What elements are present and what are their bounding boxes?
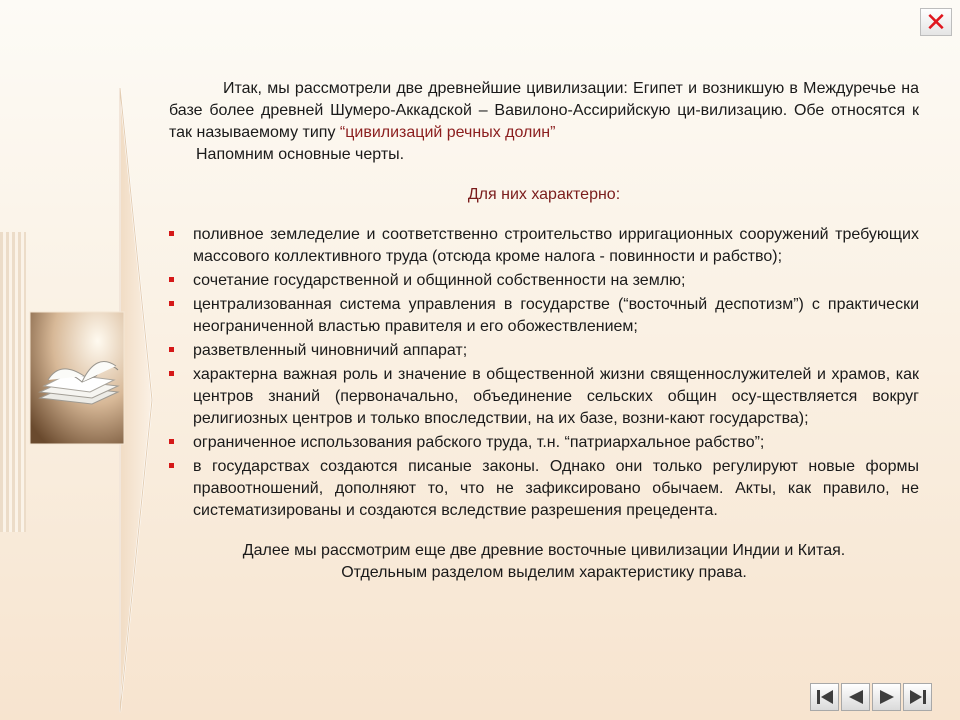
slide-navigation [810, 683, 934, 711]
first-slide-button[interactable] [810, 683, 839, 711]
bullet-icon [169, 439, 174, 444]
intro-paragraph [169, 78, 919, 144]
closing-line-1: Далее мы рассмотрим еще две древние восточные цивилизации Индии и Китая. [242, 542, 846, 559]
recall-line: Напомним основные черты. [196, 146, 405, 163]
last-slide-icon [908, 688, 928, 706]
close-button[interactable] [920, 8, 952, 36]
list-item: централизованная система управления в государстве (“восточный деспотизм”) с практически неограниченной властью правителя и его обожествлением; [169, 294, 919, 338]
list-item: поливное земледелие и соответственно строительство ирригационных сооружений требующих массового коллективного труда (отсюда кроме налога - повинности и рабство); [169, 224, 919, 268]
bullet-icon [169, 371, 174, 376]
list-item: в государствах создаются писаные законы. Однако они только регулируют новые формы правоотношений, дополняют то, что не зафиксировано обычаем. Акты, как правило, не систематизированы и создаются вследствие разрешения прецедента. [169, 456, 919, 522]
next-slide-button[interactable] [872, 683, 901, 711]
list-item: ограниченное использования рабского труда, т.н. “патриархальное рабство”; [169, 432, 919, 454]
decorative-wedge [0, 0, 160, 720]
next-slide-icon [877, 688, 897, 706]
slide-content [169, 78, 919, 584]
closing-line-2: Отдельным разделом выделим характеристику права. [341, 564, 747, 581]
list-heading: Для них характерно: [467, 186, 621, 203]
list-item: разветвленный чиновничий аппарат; [169, 340, 919, 362]
features-list [169, 224, 919, 522]
last-slide-button[interactable] [903, 683, 932, 711]
list-item: сочетание государственной и общинной собственности на землю; [169, 270, 919, 292]
previous-slide-icon [846, 688, 866, 706]
bullet-icon [169, 463, 174, 468]
bullet-icon [169, 347, 174, 352]
close-icon: ✕ [925, 7, 947, 37]
bullet-icon [169, 231, 174, 236]
intro-text: Итак, мы рассмотрели две древнейшие цивилизации: Египет и возникшую в Междуречье на базе более древней Шумеро-Аккадской – Вавилоно-Ассирийскую ци-вилизацию. Обе относятся к так называемому типу [169, 80, 919, 141]
first-slide-icon [815, 688, 835, 706]
list-item: характерна важная роль и значение в общественной жизни священнослужителей и храмов, как центров знаний (первоначально, объединение сельских общин осу-ществляется вокруг религиозных центров и только впоследствии, на их базе, возни-кают государства); [169, 364, 919, 430]
bullet-icon [169, 301, 174, 306]
previous-slide-button[interactable] [841, 683, 870, 711]
bullet-icon [169, 277, 174, 282]
intro-quote: “цивилизаций речных долин” [339, 124, 556, 141]
